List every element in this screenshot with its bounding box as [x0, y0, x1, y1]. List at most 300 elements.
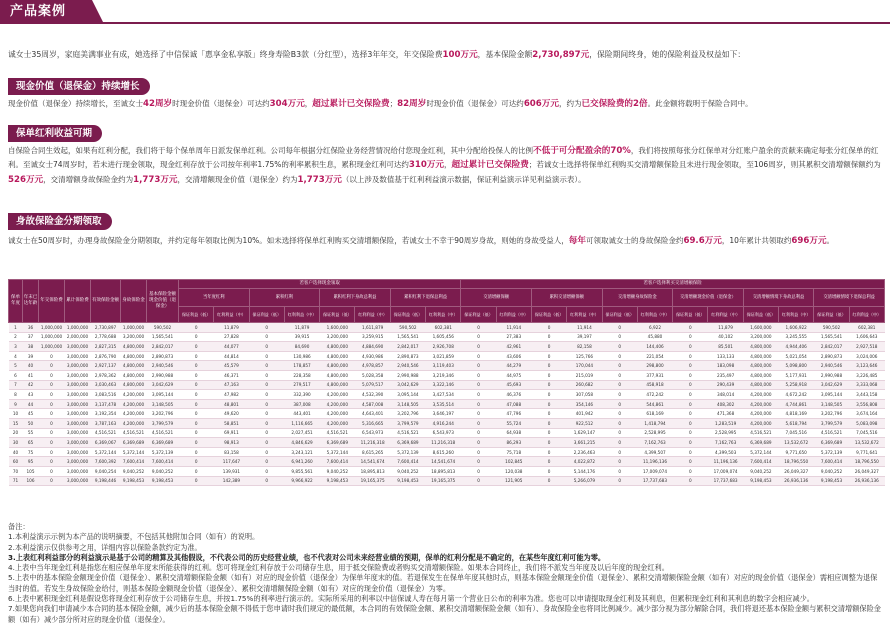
table-cell: 354,146 [567, 399, 602, 409]
sub-header: 累积红利 [249, 289, 320, 307]
table-cell: 5,618,794 [779, 418, 814, 428]
table-cell: 4,516,521 [390, 428, 425, 438]
table-cell: 5,372,144 [743, 447, 778, 457]
table-cell: 3,000,000 [65, 361, 91, 371]
table-cell: 47,982 [214, 390, 249, 400]
highlight: 超过累计已交保险费 [451, 160, 529, 171]
table-cell: 3 [9, 342, 23, 352]
dividend-paragraph [8, 144, 884, 187]
table-cell: 5,316,665 [355, 418, 390, 428]
table-cell: 7,045,516 [779, 428, 814, 438]
survival-paragraph [8, 234, 884, 248]
table-cell: 2,990,988 [814, 370, 849, 380]
table-cell: 30 [9, 438, 23, 448]
table-cell: 85,501 [708, 342, 743, 352]
table-cell: 4,944,406 [779, 342, 814, 352]
table-cell: 1,565,541 [390, 332, 425, 342]
table-cell: 0 [39, 418, 65, 428]
table-cell: 4,200,000 [320, 409, 355, 419]
table-cell: 4 [9, 351, 23, 361]
table-cell: 1,606,643 [849, 332, 884, 342]
table-cell: 9,198,453 [121, 476, 147, 486]
highlight: 82周岁 [397, 99, 427, 109]
table-cell: 2,842,017 [814, 342, 849, 352]
table-row [9, 380, 885, 390]
note-3: 3.上表红利利益部分的利益演示是基于公司的精算及其他假设，不代表公司的历史经营业绩，也不代表对公司未来经营业绩的预期，保单的红利分配是不确定的，在某些年度红利可能为零。 [8, 552, 606, 562]
table-cell: 4,516,521 [91, 428, 121, 438]
table-cell: 9,771,650 [779, 447, 814, 457]
table-cell: 3,202,796 [390, 409, 425, 419]
table-cell: 9,198,453 [743, 476, 778, 486]
leaf-header: 红利利益（中） [284, 307, 319, 323]
table-cell: 4,744,861 [779, 399, 814, 409]
table-cell: 0 [249, 409, 284, 419]
table-cell: 41 [23, 370, 39, 380]
table-cell: 14,541,674 [355, 457, 390, 467]
table-cell: 2,890,873 [390, 351, 425, 361]
highlight: 1,773万元 [297, 174, 342, 185]
table-cell: 260,682 [567, 380, 602, 390]
intro-text: 诚女士35周岁，家庭美满事业有成，她选择了中信保诚「惠享金私享版」终身寿险B3款（分红型），选择3年年交，年交保险费 [8, 50, 443, 59]
table-cell: 10 [9, 409, 23, 419]
table-cell: 43 [23, 390, 39, 400]
text: 。 [826, 236, 835, 245]
note-6: 6.上表中累积现金红利是假设您将现金红利存放于公司储存生息，并按1.75%的利率进行演示的。实际所采用的利率以中信保诚人寿在每月第一个营业日公布的利率为准。您也可以申请提取现金红利及其利息，但累积现金红利和其利息的数字会相应减少。 [8, 594, 814, 604]
highlight: 304万元 [269, 99, 305, 109]
table-cell: 0 [39, 438, 65, 448]
table-cell: 3,535,514 [426, 399, 461, 409]
table-row [9, 332, 885, 342]
table-cell: 590,502 [814, 323, 849, 333]
table-cell: 4,672,242 [779, 390, 814, 400]
table-row [9, 351, 885, 361]
table-cell: 0 [602, 457, 637, 467]
table-cell: 117,647 [214, 457, 249, 467]
table-cell: 26,049,327 [779, 466, 814, 476]
leaf-header: 红利利益（中） [779, 307, 814, 323]
table-cell: 106 [23, 476, 39, 486]
table-cell: 228,358 [284, 370, 319, 380]
table-cell: 39,915 [284, 332, 319, 342]
table-cell: 3,646,197 [426, 409, 461, 419]
table-cell: 590,502 [147, 323, 179, 333]
table-cell: 95 [23, 457, 39, 467]
sub-header: 累积红利下身故总利益 [320, 289, 391, 307]
table-cell: 2 [9, 332, 23, 342]
table-cell: 0 [179, 332, 214, 342]
table-cell: 13,532,672 [779, 438, 814, 448]
table-cell: 0 [39, 457, 65, 467]
sum-assured: 2,730,897元 [532, 50, 590, 60]
table-cell: 11,196,136 [637, 457, 672, 467]
table-cell: 4,200,000 [743, 409, 778, 419]
table-cell: 2,236,463 [567, 447, 602, 457]
leaf-header: 红利利益（中） [567, 307, 602, 323]
table-cell: 0 [673, 409, 708, 419]
table-cell: 0 [249, 438, 284, 448]
table-cell: 9,198,453 [147, 476, 179, 486]
table-cell: 46,371 [214, 370, 249, 380]
table-cell: 3,148,505 [147, 399, 179, 409]
table-cell: 0 [179, 428, 214, 438]
table-cell: 6,369,689 [743, 438, 778, 448]
table-cell: 58,851 [214, 418, 249, 428]
table-cell: 5,372,139 [390, 447, 425, 457]
text: ，交清增额现金价值（退保金）约为 [177, 174, 298, 184]
header-row-1 [9, 280, 885, 289]
table-cell: 6 [9, 370, 23, 380]
table-cell: 0 [39, 476, 65, 486]
table-cell: 0 [461, 332, 496, 342]
leaf-header: 保证利益（低） [531, 307, 566, 323]
leaf-header: 保证利益（低） [743, 307, 778, 323]
table-cell: 3,200,000 [743, 332, 778, 342]
table-cell: 11,914 [567, 323, 602, 333]
table-cell: 4,800,000 [121, 351, 147, 361]
table-cell: 0 [673, 466, 708, 476]
table-cell: 120,038 [496, 466, 531, 476]
table-cell: 0 [179, 418, 214, 428]
table-cell: 0 [602, 351, 637, 361]
intro-paragraph [8, 49, 883, 61]
table-cell: 3,259,915 [355, 332, 390, 342]
table-cell: 0 [179, 447, 214, 457]
table-cell: 0 [461, 428, 496, 438]
table-cell: 46,376 [496, 390, 531, 400]
table-cell: 0 [249, 457, 284, 467]
table-cell: 0 [249, 342, 284, 352]
table-cell: 0 [531, 409, 566, 419]
table-cell: 4,399,507 [637, 447, 672, 457]
highlight: 1,773万元 [133, 174, 178, 185]
highlight: 696万元 [791, 236, 827, 246]
table-cell: 7,162,763 [708, 438, 743, 448]
table-cell: 215,019 [567, 370, 602, 380]
text: 现金价值（退保金）持续增长，至诚女士 [8, 99, 143, 108]
table-cell: 4,800,000 [121, 380, 147, 390]
table-cell: 2,990,988 [390, 370, 425, 380]
leaf-header: 保证利益（低） [249, 307, 284, 323]
table-cell: 401,942 [567, 409, 602, 419]
table-cell: 6,369,689 [121, 438, 147, 448]
table-cell: 11,879 [214, 323, 249, 333]
table-cell: 3,024,006 [849, 351, 884, 361]
table-cell: 348,014 [708, 390, 743, 400]
leaf-header: 红利利益（中） [496, 307, 531, 323]
table-cell: 2,890,873 [147, 351, 179, 361]
table-cell: 0 [673, 418, 708, 428]
table-cell: 2,926,708 [426, 342, 461, 352]
table-cell: 45,693 [496, 380, 531, 390]
table-cell: 0 [673, 323, 708, 333]
section-title-dividend: 保单红利收益可期 [8, 125, 102, 142]
table-cell: 1,000,000 [39, 342, 65, 352]
table-cell: 0 [531, 399, 566, 409]
column-header: 保单年度 [9, 280, 23, 323]
table-cell: 235,497 [708, 370, 743, 380]
table-cell: 6,369,689 [320, 438, 355, 448]
table-cell: 0 [249, 466, 284, 476]
table-cell: 2,890,873 [814, 351, 849, 361]
table-cell: 1,000,000 [121, 323, 147, 333]
table-cell: 4,516,521 [743, 428, 778, 438]
table-cell: 4,800,000 [320, 380, 355, 390]
table-cell: 5,079,517 [355, 380, 390, 390]
table-cell: 8,615,265 [355, 447, 390, 457]
table-cell: 44,077 [214, 342, 249, 352]
table-cell: 443,401 [284, 409, 319, 419]
table-row [9, 438, 885, 448]
table-cell: 0 [461, 370, 496, 380]
table-cell: 2,940,546 [147, 361, 179, 371]
table-cell: 3,148,505 [390, 399, 425, 409]
table-cell: 5,144,176 [567, 466, 602, 476]
sub-header: 交清增额保额 [461, 289, 532, 307]
table-cell: 1,418,794 [637, 418, 672, 428]
table-cell: 0 [602, 370, 637, 380]
table-cell: 602,381 [426, 323, 461, 333]
table-cell: 2,940,546 [390, 361, 425, 371]
table-cell: 48,801 [214, 399, 249, 409]
table-cell: 40 [23, 361, 39, 371]
table-row [9, 418, 885, 428]
table-cell: 4,200,000 [743, 399, 778, 409]
leaf-header: 保证利益（低） [179, 307, 214, 323]
table-cell: 3,200,000 [320, 332, 355, 342]
table-cell: 2,940,546 [814, 361, 849, 371]
table-cell: 45 [23, 409, 39, 419]
table-cell: 1,116,665 [284, 418, 319, 428]
table-cell: 1,565,541 [814, 332, 849, 342]
table-cell: 1,629,147 [567, 428, 602, 438]
column-header: 年交保险费 [39, 280, 65, 323]
table-cell: 221,054 [637, 351, 672, 361]
table-cell: 5,258,918 [779, 380, 814, 390]
table-cell: 3,030,463 [91, 380, 121, 390]
page-header [0, 0, 890, 24]
table-cell: 0 [461, 351, 496, 361]
table-cell: 7,600,414 [743, 457, 778, 467]
table-cell: 39,197 [567, 332, 602, 342]
table-cell: 0 [602, 361, 637, 371]
table-cell: 387,008 [284, 399, 319, 409]
table-row [9, 466, 885, 476]
table-cell: 0 [461, 418, 496, 428]
table-cell: 0 [531, 370, 566, 380]
table-cell: 4,800,000 [320, 342, 355, 352]
table-cell: 0 [602, 428, 637, 438]
table-cell: 4,800,000 [320, 370, 355, 380]
table-cell: 1 [9, 323, 23, 333]
table-cell: 1,000,000 [39, 323, 65, 333]
table-cell: 0 [179, 342, 214, 352]
table-cell: 133,133 [708, 351, 743, 361]
table-cell: 75 [23, 447, 39, 457]
table-cell: 2,000,000 [65, 332, 91, 342]
table-cell: 4,587,008 [355, 399, 390, 409]
table-cell: 0 [461, 323, 496, 333]
text: ；若诚女士选择将保单红利购买交清增额保险且未进行现金领取，至106周岁，则其累积交清增额保额约为 [528, 160, 881, 170]
table-cell: 0 [673, 342, 708, 352]
highlight: 已交保险费的2倍 [581, 99, 648, 109]
table-cell: 0 [39, 390, 65, 400]
table-cell: 40,102 [708, 332, 743, 342]
table-cell: 0 [602, 409, 637, 419]
table-cell: 60 [9, 457, 23, 467]
table-cell: 9,040,252 [390, 466, 425, 476]
table-cell: 0 [461, 399, 496, 409]
benefit-table [8, 279, 885, 486]
table-cell: 0 [602, 399, 637, 409]
table-cell: 3,799,579 [390, 418, 425, 428]
table-cell: 618,169 [637, 409, 672, 419]
column-header: 有效保险金额 [91, 280, 121, 323]
text: 时现金价值（退保金）可达约 [172, 99, 270, 108]
table-cell: 1,600,000 [743, 323, 778, 333]
table-cell: 19,165,375 [426, 476, 461, 486]
table-cell: 1,606,922 [779, 323, 814, 333]
note-7: 7.如果您向我们申请减少本合同的基本保险金额，减少后的基本保险金额不得低于您申请时我们规定的最低额，本合同的有效保险金额、累积交清增额保险金额（如有）、身故保险金也将同比例减少。减少部分视为部分解除合同，我们将退还基本保险金额与累积交清增额保险金额（如有）减少部分所对应的现金价值（退保金）。 [8, 604, 881, 624]
table-cell: 55,724 [496, 418, 531, 428]
table-body [9, 323, 885, 486]
table-cell: 0 [249, 476, 284, 486]
table-cell: 6,543,973 [355, 428, 390, 438]
table-row [9, 409, 885, 419]
table-cell: 0 [461, 390, 496, 400]
table-cell: 3,000,000 [65, 476, 91, 486]
table-cell: 6,369,067 [91, 438, 121, 448]
table-cell: 6,922 [637, 323, 672, 333]
table-cell: 0 [673, 380, 708, 390]
table-cell: 0 [602, 447, 637, 457]
table-cell: 377,931 [637, 370, 672, 380]
table-cell: 4,200,000 [320, 399, 355, 409]
sub-header: 交清增额情境下退保总利益 [814, 289, 885, 307]
table-cell: 55 [23, 428, 39, 438]
table-cell: 3,000,000 [65, 409, 91, 419]
table-cell: 3,042,629 [147, 380, 179, 390]
table-cell: 0 [249, 351, 284, 361]
table-cell: 82,158 [567, 342, 602, 352]
table-cell: 0 [249, 323, 284, 333]
table-cell: 590,502 [390, 323, 425, 333]
table-cell: 75,718 [496, 447, 531, 457]
table-cell: 0 [179, 390, 214, 400]
table-cell: 3,799,579 [814, 418, 849, 428]
table-cell: 0 [602, 342, 637, 352]
leaf-header: 红利利益（中） [849, 307, 884, 323]
highlight: 606万元 [523, 99, 559, 109]
highlight: 42周岁 [143, 99, 173, 109]
group-header-paidup: 若客户选择利买交清增额保险 [461, 280, 885, 289]
table-cell: 47,796 [496, 409, 531, 419]
table-cell: 0 [249, 361, 284, 371]
table-cell: 4,516,521 [320, 428, 355, 438]
table-cell: 5,098,800 [779, 361, 814, 371]
table-cell: 9,040,254 [91, 466, 121, 476]
table-cell: 471,368 [708, 409, 743, 419]
table-cell: 3,661,215 [567, 438, 602, 448]
table-cell: 4,200,000 [121, 399, 147, 409]
table-cell: 3,000,000 [65, 438, 91, 448]
leaf-header: 红利利益（中） [214, 307, 249, 323]
table-cell: 5,266,079 [567, 476, 602, 486]
table-cell: 18,895,813 [355, 466, 390, 476]
table-cell: 9,855,561 [284, 466, 319, 476]
highlight: 526万元 [8, 174, 44, 185]
note-2: 2.本利益演示仅供参考之用，详细内容以保险条款约定为准。 [8, 542, 202, 552]
table-cell: 4,800,000 [743, 380, 778, 390]
table-cell: 0 [39, 361, 65, 371]
text: （以上涉及数值基于红利利益演示数据，保证利益演示详见利益演示表）。 [341, 174, 586, 184]
table-cell: 4,516,521 [147, 428, 179, 438]
table-cell: 14,541,674 [426, 457, 461, 467]
table-cell: 7,600,414 [814, 457, 849, 467]
table-cell: 0 [531, 323, 566, 333]
table-cell: 3,123,646 [849, 361, 884, 371]
leaf-header: 保证利益（低） [814, 307, 849, 323]
table-cell: 17,737,683 [708, 476, 743, 486]
cash-value-paragraph [8, 97, 884, 111]
table-cell: 11,196,136 [708, 457, 743, 467]
table-cell: 0 [249, 390, 284, 400]
table-cell: 4,800,000 [743, 342, 778, 352]
text: ， [444, 160, 452, 170]
table-cell: 0 [531, 447, 566, 457]
table-cell: 105 [23, 466, 39, 476]
table-cell: 3,200,000 [121, 332, 147, 342]
intro-text: ，基本保险金额 [477, 50, 533, 59]
highlight: 69.6万元 [683, 236, 722, 246]
table-cell: 0 [673, 438, 708, 448]
note-1: 1.本利益演示示例为本产品的说明摘要，不包括其他附加合同（如有）的说明。 [8, 532, 260, 542]
section-title-survival: 身故保险金分期领取 [8, 213, 112, 230]
table-cell: 2,927,137 [91, 361, 121, 371]
table-cell: 3,000,000 [65, 399, 91, 409]
table-cell: 4,800,000 [743, 361, 778, 371]
table-cell: 3,095,144 [147, 390, 179, 400]
table-cell: 6,543,973 [426, 428, 461, 438]
table-row [9, 342, 885, 352]
table-cell: 4,884,690 [355, 342, 390, 352]
table-cell: 0 [602, 390, 637, 400]
table-cell: 0 [461, 380, 496, 390]
table-cell: 3,000,000 [65, 370, 91, 380]
table-cell: 125,766 [567, 351, 602, 361]
table-cell: 3,556,808 [849, 399, 884, 409]
table-cell: 44,279 [496, 361, 531, 371]
table-cell: 3,243,121 [284, 447, 319, 457]
sub-header: 累积交清增额保额 [531, 289, 602, 307]
table-cell: 0 [461, 342, 496, 352]
table-cell: 26,936,136 [779, 476, 814, 486]
table-cell: 5,372,144 [320, 447, 355, 457]
table-cell: 0 [39, 428, 65, 438]
table-cell: 0 [179, 399, 214, 409]
table-cell: 4,200,000 [743, 418, 778, 428]
table-cell: 11,216,318 [426, 438, 461, 448]
table-cell: 1,600,000 [320, 323, 355, 333]
table-cell: 3,333,068 [849, 380, 884, 390]
table-cell: 15 [9, 418, 23, 428]
table-cell: 2,842,017 [147, 342, 179, 352]
table-cell: 1,605,456 [426, 332, 461, 342]
text: 诚女士在50周岁时，办理身故保险金分期领取，并约定每年领取比例为10%。如未选择将保单红利购买交清增额保险，若诚女士不幸于90周岁身故，则她的身故受益人， [8, 236, 569, 245]
table-row [9, 390, 885, 400]
text: 自保险合同生效起，如果有红利分配，我们将于每个保单周年日派发保单红利。公司每年根据分红保险业务经营情况给付您现金红利，其中分配给投保人的比例 [8, 146, 533, 155]
table-cell: 0 [673, 399, 708, 409]
sub-header: 交清增额现金价值（退保金） [673, 289, 744, 307]
